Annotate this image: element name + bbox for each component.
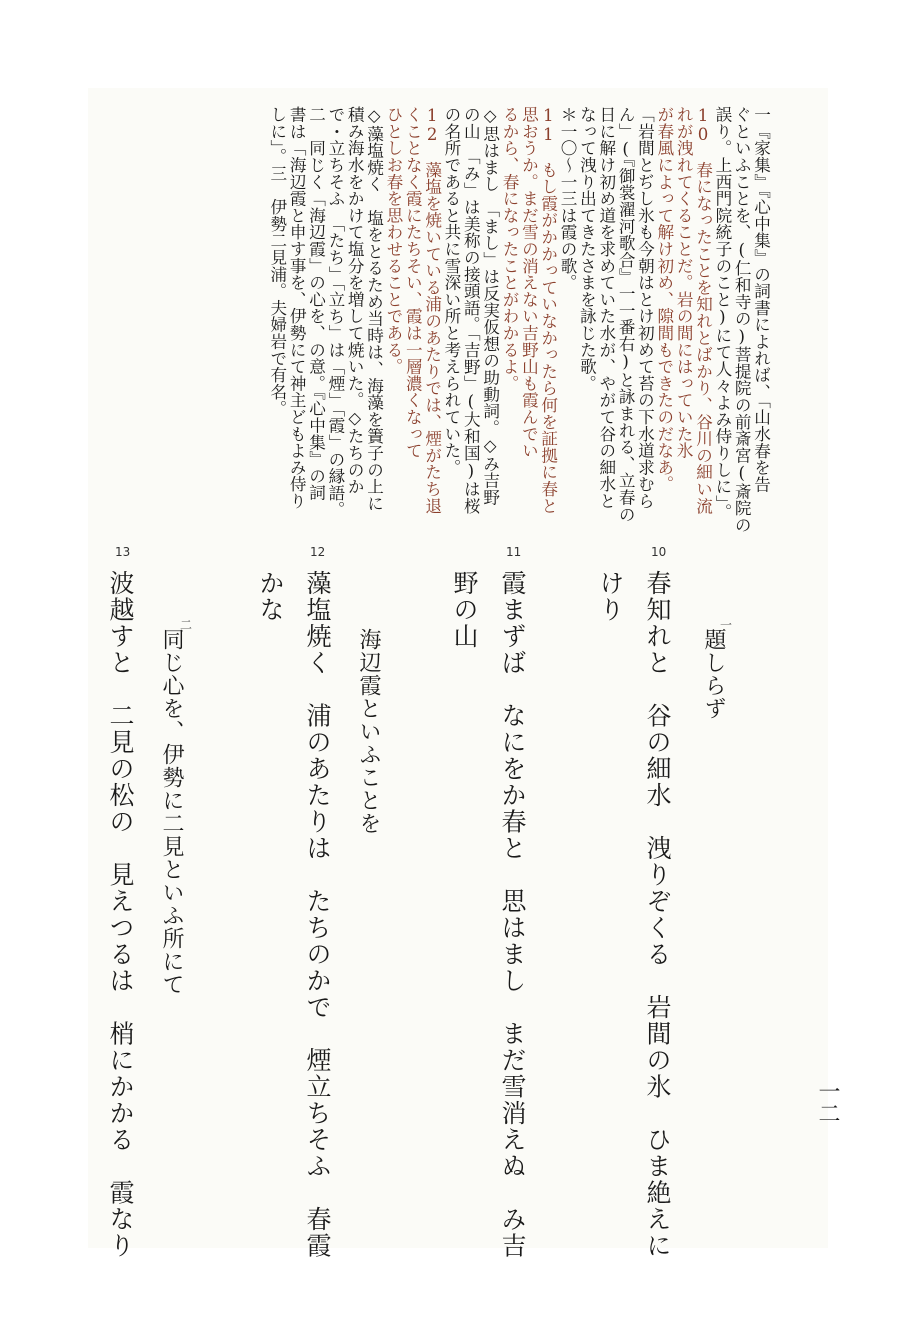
poem-number: 13 <box>115 545 131 559</box>
commentary-line: の名所であると共に雪深い所と考えられていた。 <box>441 106 461 476</box>
commentary-line: ◇思はまし 「まし」は反実仮想の助動詞。◇み吉野 <box>480 106 500 506</box>
commentary-line: 「岩間とぢし氷も今朝はとけ初めて苔の下水道求むら <box>635 106 655 510</box>
commentary-line: くことなく霞にたちそい、霞は一層濃くなって <box>403 106 423 459</box>
commentary-line: 一『家集』『心中集』の詞書によれば、「山水春を告 <box>751 106 771 493</box>
commentary-line: ◇藻塩焼く 塩をとるため当時は、海藻を簀子の上に <box>364 106 384 512</box>
commentary-line: 11 もし霞がかかっていなかったら何を証拠に春と <box>538 106 558 514</box>
commentary-line: ん」(『御裳濯河歌合』一一番右)と詠まれる、立春の <box>616 106 636 523</box>
commentary-line: 思おうか。まだ雪の消えない吉野山も霞んでい <box>519 106 539 459</box>
poem-heading: 海辺霞といふことを <box>356 628 381 835</box>
commentary-line: ひとしお春を思わせることである。 <box>383 106 403 375</box>
commentary-line: なって洩り出てきたさまを詠じた歌。 <box>577 106 597 392</box>
note-marker: 一 <box>720 618 733 632</box>
poem-line: 野の山 <box>450 570 479 650</box>
commentary-line: で・立ちそふ 「たち」「立ち」は「煙」「霞」の縁語。 <box>325 106 345 518</box>
commentary-line: しに」。三 伊勢二見浦。夫婦岩で有名。 <box>267 106 287 417</box>
commentary-line: 積み海水をかけて塩分を増して焼いた。◇たちのか <box>345 106 365 495</box>
commentary-line: ＊一〇〜一三は霞の歌。 <box>558 106 578 291</box>
commentary-line: るから、春になったことがわかるよ。 <box>500 106 520 392</box>
note-marker: 二 <box>180 618 193 632</box>
poem-heading: 同じ心を、伊勢に二見といふ所にて <box>159 628 184 996</box>
commentary-line: の山 「み」は美称の接頭語。「吉野」(大和国)は桜 <box>461 106 481 515</box>
poem-number: 12 <box>310 545 326 559</box>
poem-line: けり <box>596 570 625 623</box>
poem-line: 霞まずば なにをか春と 思はまし まだ雪消えぬ み吉 <box>498 570 527 1259</box>
commentary-line: れが洩れてくることだ。岩の間にはっていた氷 <box>674 106 694 459</box>
commentary-line: ぐといふことを、(仁和寺の)菩提院の前斎宮(斎院の <box>732 106 752 534</box>
poem-line: 波越すと 二見の松の 見えつるは 梢にかかる 霞なり <box>106 570 135 1259</box>
commentary-line: 二 同じく「海辺霞」の心を、の意。『心中集』の詞 <box>306 106 326 501</box>
commentary-line: 書は「海辺霞と申す事を、伊勢にて神主どもよみ侍り <box>287 106 307 510</box>
commentary-line: 誤り。上西門院統子のこと)にて人々よみ侍りしに」。 <box>712 106 732 521</box>
commentary-line: 12 藻塩を焼いている浦のあたりでは、煙がたち退 <box>422 106 442 514</box>
poem-heading: 題しらず <box>701 628 726 720</box>
commentary-line: が春風によって解け初め、隙間もできたのだなあ。 <box>654 106 674 493</box>
poem-line: 藻塩焼く 浦のあたりは たちのかで 煙立ちそふ 春霞 <box>303 570 332 1259</box>
commentary-line: 日に解け初め道を求めていた水が、やがて谷の細水と <box>596 106 616 510</box>
commentary-line: 10 春になったことを知れとばかり、谷川の細い流 <box>693 106 713 514</box>
poem-line: かな <box>256 570 285 623</box>
poem-line: 春知れと 谷の細水 洩りぞくる 岩間の氷 ひま絶えに <box>643 570 672 1259</box>
poem-number: 10 <box>651 545 667 559</box>
poem-number: 11 <box>506 545 522 559</box>
page-number: 一二 <box>815 1080 840 1124</box>
